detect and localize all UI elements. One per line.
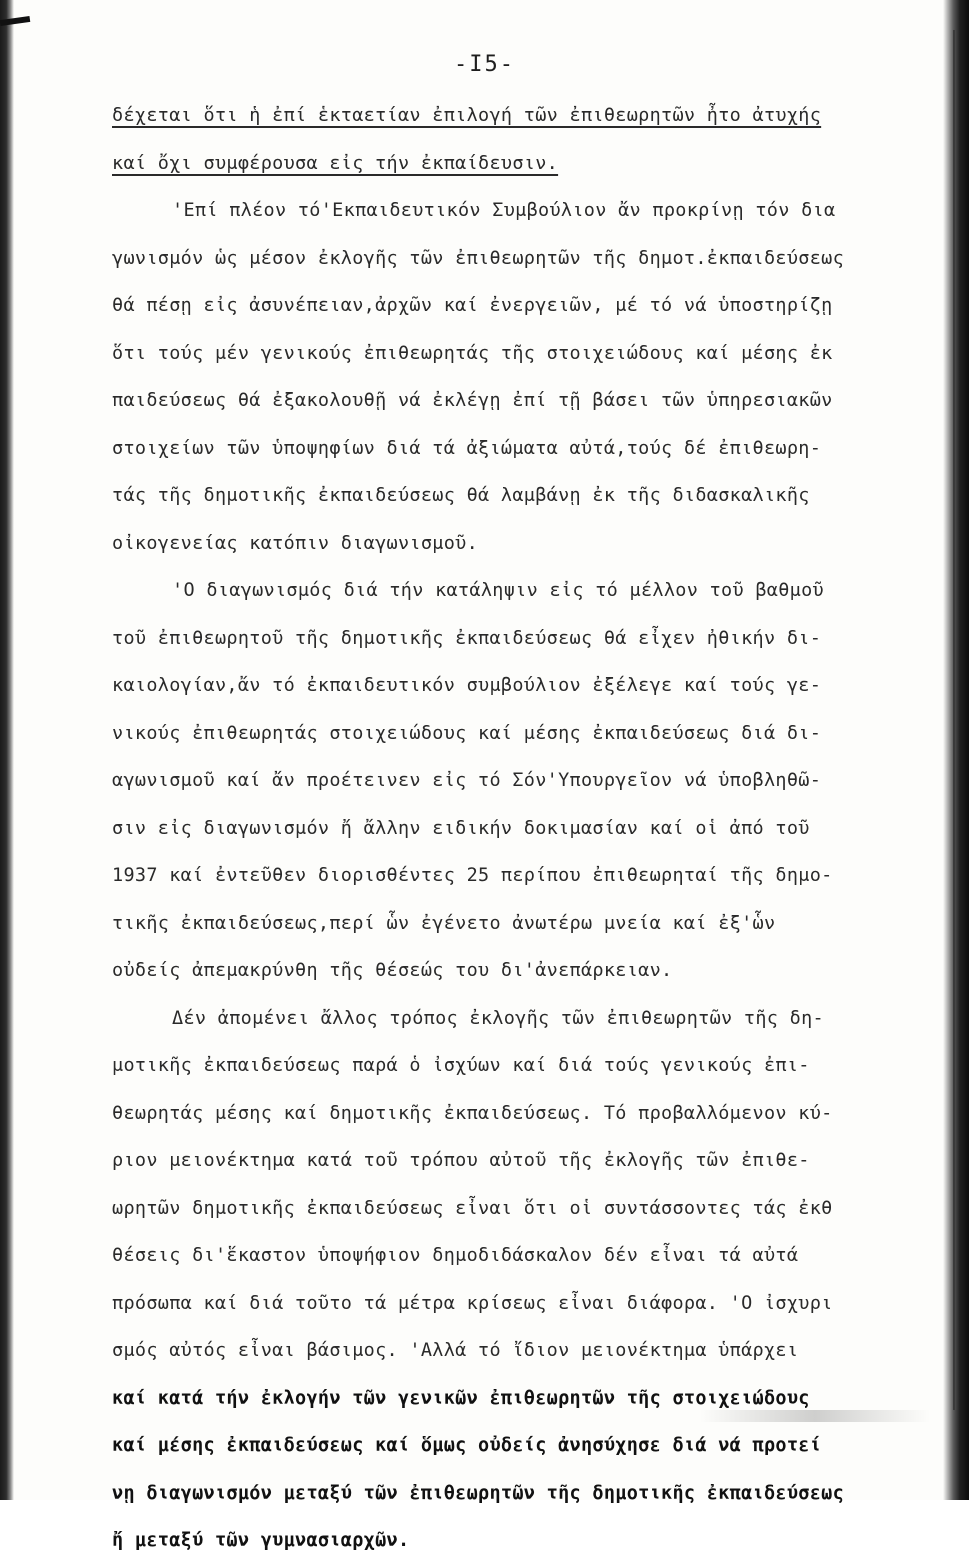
text-line: μοτικῆς ἐκπαιδεύσεως παρά ὁ ἰσχύων καί διά τούς γενικούς ἐπι-	[112, 1055, 810, 1076]
text-line: καί κατά τήν ἐκλογήν τῶν γενικῶν ἐπιθεωρητῶν τῆς στοιχειώδους	[112, 1387, 810, 1409]
text-line: καιολογίαν,ἄν τό ἐκπαιδευτικόν συμβούλιον ἐξέλεγε καί τούς γε-	[112, 675, 822, 696]
scan-edge-right	[943, 0, 969, 1500]
text-line: τικῆς ἐκπαιδεύσεως,περί ὧν ἐγένετο ἀνωτέρω μνεία καί ἐξ'ὧν	[112, 912, 776, 934]
text-line: θεωρητάς μέσης καί δημοτικῆς ἐκπαιδεύσεως. Τό προβαλλόμενον κύ-	[112, 1102, 833, 1124]
page-number: -I5-	[454, 52, 515, 77]
text-line: τάς τῆς δημοτικῆς ἐκπαιδεύσεως θά λαμβάνῃ ἐκ τῆς διδασκαλικῆς	[112, 485, 810, 506]
text-line: νῃ διαγωνισμόν μεταξύ τῶν ἐπιθεωρητῶν τῆς δημοτικῆς ἐκπαιδεύσεως	[112, 1482, 845, 1504]
text-line: ωρητῶν δημοτικῆς ἐκπαιδεύσεως εἶναι ὅτι οἱ συντάσσοντες τάς ἐκθ	[112, 1197, 833, 1219]
text-line: οὐδείς ἀπεμακρύνθη τῆς θέσεώς του δι'ἀνεπάρκειαν.	[112, 960, 673, 981]
text-line: θά πέσῃ εἰς ἀσυνέπειαν,ἀρχῶν καί ἐνεργειῶν, μέ τό νά ὑποστηρίζῃ	[112, 295, 833, 316]
text-line: νικούς ἐπιθεωρητάς στοιχειώδους καί μέσης ἐκπαιδεύσεως διά δι-	[112, 722, 822, 744]
text-line: ἤ μεταξύ τῶν γυμνασιαρχῶν.	[112, 1530, 410, 1551]
text-line: στοιχείων τῶν ὑποψηφίων διά τά ἀξιώματα αὐτά,τούς δέ ἐπιθεωρη-	[112, 437, 822, 459]
text-line: θέσεις δι'ἕκαστον ὑποψήφιον δημοδιδάσκαλον δέν εἶναι τά αὐτά	[112, 1245, 799, 1266]
text-line: οἰκογενείας κατόπιν διαγωνισμοῦ.	[112, 532, 479, 554]
scan-edge-left	[0, 0, 14, 1500]
text-line: ριον μειονέκτημα κατά τοῦ τρόπου αὐτοῦ τῆς ἐκλογῆς τῶν ἐπιθε-	[112, 1150, 810, 1171]
paragraph-start: 'Ο διαγωνισμός διά τήν κατάληψιν εἰς τό μέλλον τοῦ βαθμοῦ	[172, 580, 824, 601]
text-line: σμός αὐτός εἶναι βάσιμος. 'Αλλά τό ἴδιον μειονέκτημα ὑπάρχει	[112, 1340, 799, 1361]
paragraph-start: Δέν ἀπομένει ἄλλος τρόπος ἐκλογῆς τῶν ἐπιθεωρητῶν τῆς δη-	[172, 1007, 824, 1029]
text-line: καί μέσης ἐκπαιδεύσεως καί ὅμως οὐδείς ἀνησύχησε διά νά προτεί	[112, 1435, 822, 1456]
paragraph-start: 'Επί πλέον τό'Εκπαιδευτικόν Συμβούλιον ἄν προκρίνῃ τόν δια	[172, 200, 836, 221]
text-line: αγωνισμοῦ καί ἄν προέτεινεν εἰς τό Σόν'Υπουργεῖον νά ὑποβληθῶ-	[112, 770, 822, 791]
text-line: γωνισμόν ὡς μέσον ἐκλογῆς τῶν ἐπιθεωρητῶν τῆς δημοτ.ἐκπαιδεύσεως	[112, 247, 845, 269]
text-line: καί ὄχι συμφέρουσα εἰς τήν ἐκπαίδευσιν.	[112, 152, 559, 174]
binding-line	[953, 30, 955, 1410]
text-line: δέχεται ὅτι ἡ ἐπί ἑκταετίαν ἐπιλογή τῶν ἐπιθεωρητῶν ἦτο ἀτυχής	[112, 105, 822, 126]
text-line: ὅτι τούς μέν γενικούς ἐπιθεωρητάς τῆς στοιχειώδους καί μέσης ἐκ	[112, 342, 833, 364]
text-line: τοῦ ἐπιθεωρητοῦ τῆς δημοτικῆς ἐκπαιδεύσεως θά εἶχεν ἠθικήν δι-	[112, 627, 822, 649]
text-line: παιδεύσεως θά ἐξακολουθῇ νά ἐκλέγῃ ἐπί τῇ βάσει τῶν ὑπηρεσιακῶν	[112, 390, 833, 411]
body-text	[112, 92, 932, 1565]
text-line: πρόσωπα καί διά τοῦτο τά μέτρα κρίσεως εἶναι διάφορα. 'Ο ἰσχυρι	[112, 1292, 833, 1314]
text-line: 1937 καί ἐντεῦθεν διορισθέντες 25 περίπου ἐπιθεωρηταί τῆς δημο-	[112, 865, 833, 886]
text-line: σιν εἰς διαγωνισμόν ἤ ἄλλην ειδικήν δοκιμασίαν καί οἱ ἀπό τοῦ	[112, 817, 810, 839]
scan-smudge	[700, 1410, 930, 1422]
